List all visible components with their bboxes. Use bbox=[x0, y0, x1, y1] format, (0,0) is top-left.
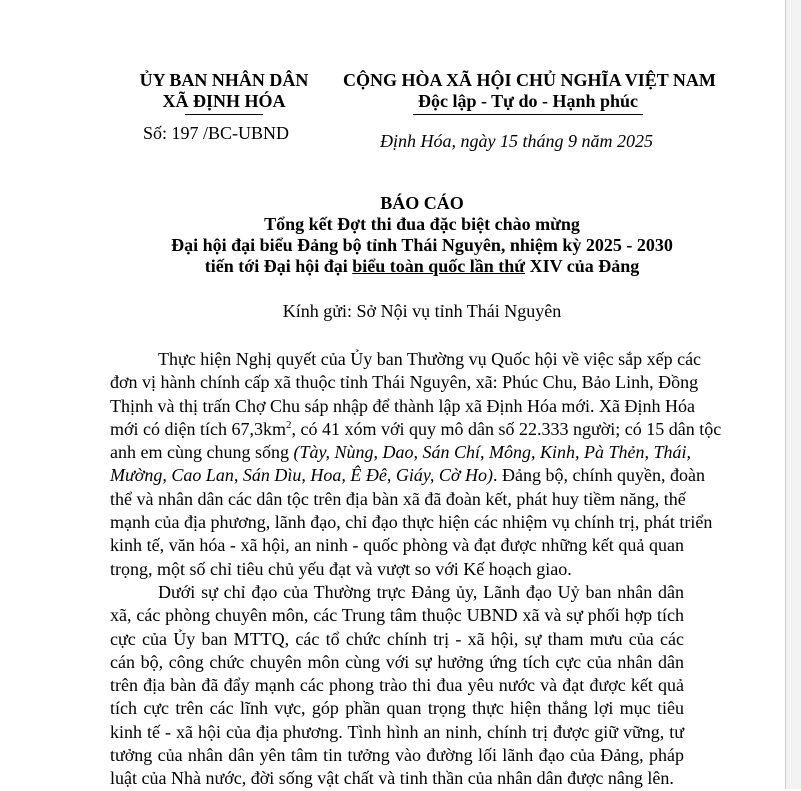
report-heading: BÁO CÁO bbox=[380, 193, 464, 213]
subtitle-3-part-c: XIV của Đảng bbox=[525, 256, 640, 276]
national-title: CỘNG HÒA XÃ HỘI CHỦ NGHĨA VIỆT NAM bbox=[343, 70, 716, 90]
paragraph-line bbox=[110, 441, 691, 464]
paragraph-line bbox=[110, 418, 722, 441]
paragraph-line: thể và nhân dân các dân tộc trên địa bàn xã đã đoàn kết, phát huy tiềm năng, thế bbox=[110, 488, 686, 509]
ethnic-groups-list-part-1: (Tày, Nùng, Dao, Sán Chí, Mông, Kinh, Pà Thẻn, Thái, bbox=[293, 442, 691, 463]
population-text: , có 41 xóm với quy mô dân số 22.333 người; có 15 dân tộc bbox=[291, 418, 722, 439]
subtitle-3-underlined-part: biểu toàn quốc lần thứ bbox=[352, 256, 526, 276]
paragraph-line: tưởng của nhân dân yên tâm tin tưởng vào đường lối lãnh đạo của Đảng, pháp bbox=[110, 745, 684, 766]
area-text: mới có diện tích 67,3km bbox=[110, 418, 286, 439]
report-subtitle-line-1: Tổng kết Đợt thi đua đặc biệt chào mừng bbox=[264, 214, 580, 234]
area-superscript: 2 bbox=[286, 418, 292, 431]
paragraph-line: trọng, một số chỉ tiêu chủ yếu đạt và vượt so với Kế hoạch giao. bbox=[110, 558, 572, 579]
paragraph-line: Thịnh và thị trấn Chợ Chu sáp nhập để thành lập xã Định Hóa mới. Xã Định Hóa bbox=[110, 395, 695, 416]
viewer-right-gutter bbox=[786, 0, 801, 789]
org-underline-rule bbox=[185, 114, 263, 115]
ethnic-intro-text: anh em cùng chung sống bbox=[110, 442, 294, 463]
body-paragraph-1 bbox=[110, 348, 722, 581]
ethnic-groups-list-part-2: Mường, Cao Lan, Sán Dìu, Hoa, Ê Đê, Giáy, Cờ Ho) bbox=[110, 465, 494, 486]
paragraph-line: cực của Ủy ban MTTQ, các tổ chức chính trị - xã hội, sự tham mưu của các bbox=[110, 628, 684, 649]
paragraph-line: luật của Nhà nước, đời sống vật chất và tinh thần của nhân dân được nâng lên. bbox=[110, 768, 674, 789]
issuing-authority: ỦY BAN NHÂN DÂN bbox=[139, 70, 309, 90]
document-number: Số: 197 /BC-UBND bbox=[143, 123, 290, 143]
issuing-commune: XÃ ĐỊNH HÓA bbox=[162, 91, 286, 111]
body-paragraph-2 bbox=[110, 581, 684, 791]
party-text: . Đảng bộ, chính quyền, đoàn bbox=[493, 465, 705, 486]
national-motto: Độc lập - Tự do - Hạnh phúc bbox=[417, 91, 639, 111]
paragraph-line: mạnh của địa phương, lãnh đạo, chỉ đạo thực hiện các nhiệm vụ chính trị, phát triển bbox=[110, 512, 713, 533]
paragraph-line: xã, các phòng chuyên môn, các Trung tâm thuộc UBND xã và sự phối hợp tích bbox=[110, 605, 684, 626]
motto-underline-rule bbox=[413, 114, 643, 115]
paragraph-line: Thực hiện Nghị quyết của Ủy ban Thường vụ Quốc hội về việc sắp xếp các bbox=[158, 349, 702, 369]
paragraph-line: tích cực trên các lĩnh vực, góp phần quan trọng thực hiện thắng lợi mục tiêu bbox=[110, 698, 684, 719]
paragraph-line: đơn vị hành chính cấp xã thuộc tỉnh Thái Nguyên, xã: Phúc Chu, Bảo Linh, Đồng bbox=[110, 372, 699, 393]
place-and-date: Định Hóa, ngày 15 tháng 9 năm 2025 bbox=[380, 131, 653, 151]
paragraph-line: Dưới sự chỉ đạo của Thường trực Đảng ủy, Lãnh đạo Uỷ ban nhân dân bbox=[158, 582, 684, 602]
paragraph-line: trên địa bàn đã đẩy mạnh các phong trào thi đua yêu nước và đạt được kết quả bbox=[110, 675, 684, 696]
report-subtitle-line-3 bbox=[60, 256, 784, 277]
subtitle-3-part-a: tiến tới Đại hội đại bbox=[204, 256, 353, 276]
paragraph-line: kinh tế - xã hội của địa phương. Tình hình an ninh, chính trị được giữ vững, tư bbox=[110, 721, 684, 742]
recipient-line: Kính gửi: Sở Nội vụ tỉnh Thái Nguyên bbox=[282, 301, 562, 321]
report-title-block bbox=[60, 193, 784, 277]
paragraph-line: cán bộ, công chức chuyên môn cùng với sự hưởng ứng tích cực của nhân dân bbox=[110, 651, 684, 672]
report-subtitle-line-2: Đại hội đại biểu Đảng bộ tỉnh Thái Nguyên, nhiệm kỳ 2025 - 2030 bbox=[171, 235, 673, 255]
paragraph-line: kinh tế, văn hóa - xã hội, an ninh - quốc phòng và đạt được những kết quả quan bbox=[110, 535, 684, 556]
paragraph-line bbox=[110, 464, 705, 487]
